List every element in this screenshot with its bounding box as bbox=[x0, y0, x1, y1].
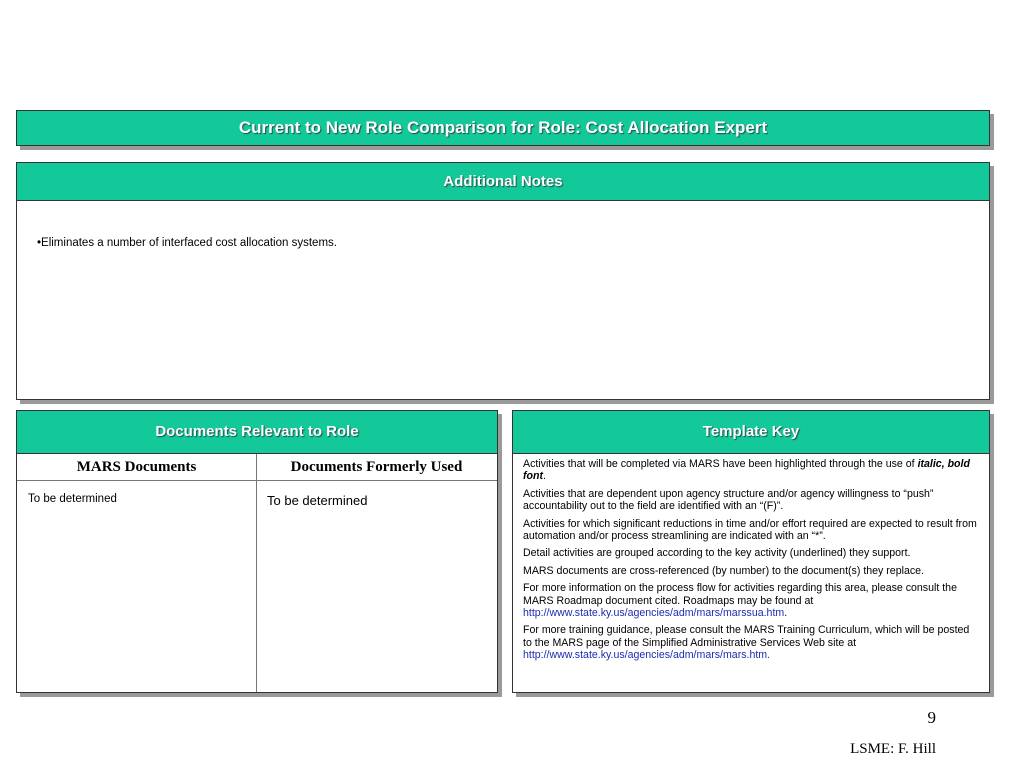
template-key-header: Template Key bbox=[513, 411, 989, 454]
additional-notes-panel bbox=[16, 162, 990, 400]
mars-documents-value: To be determined bbox=[28, 493, 117, 505]
key-paragraph-7 bbox=[523, 624, 977, 661]
key-paragraph-1 bbox=[523, 458, 977, 483]
additional-notes-header: Additional Notes bbox=[17, 163, 989, 201]
key-paragraph-5: MARS documents are cross-referenced (by number) to the document(s) they replace. bbox=[523, 564, 924, 577]
template-key-body bbox=[523, 458, 977, 667]
key-paragraph-6 bbox=[523, 582, 977, 619]
key-p6-end: . bbox=[784, 607, 788, 620]
footer-author: LSME: F. Hill bbox=[850, 741, 936, 757]
title-panel bbox=[16, 110, 990, 146]
key-paragraph-2: Activities that are dependent upon agency structure and/or agency willingness to “push” accountability out to the field are identified with an “(F)”. bbox=[523, 487, 934, 513]
mars-page-link[interactable]: http://www.state.ky.us/agencies/adm/mars/mars.htm. bbox=[523, 649, 771, 662]
column-divider bbox=[256, 454, 257, 692]
page-title: Current to New Role Comparison for Role: Cost Allocation Expert bbox=[17, 111, 989, 145]
documents-header: Documents Relevant to Role bbox=[17, 411, 497, 454]
roadmap-link[interactable]: http://www.state.ky.us/agencies/adm/mars/marssua.htm bbox=[523, 607, 785, 620]
key-paragraph-4: Detail activities are grouped according to the key activity (underlined) they support. bbox=[523, 547, 911, 560]
key-p7-text: For more training guidance, please consult the MARS Training Curriculum, which will be posted to the MARS page of the Simplified Administrative Services Web site at bbox=[523, 624, 970, 649]
key-p1-emphasis: italic, bold font bbox=[523, 458, 970, 483]
key-p6-text: For more information on the process flow for activities regarding this area, please consult the MARS Roadmap document cited. Roadmaps may be found at bbox=[523, 582, 957, 607]
template-key-panel bbox=[512, 410, 990, 693]
mars-documents-column-header: MARS Documents bbox=[17, 454, 256, 481]
page-number: 9 bbox=[927, 708, 936, 727]
key-p1-end: . bbox=[543, 470, 546, 483]
documents-panel bbox=[16, 410, 498, 693]
key-p1-text: Activities that will be completed via MARS have been highlighted through the use of bbox=[523, 458, 915, 470]
key-paragraph-3: Activities for which significant reductions in time and/or effort required are expected to result from automation and/or process streamlining are indicated with an “*”. bbox=[523, 517, 977, 543]
note-item: •Eliminates a number of interfaced cost allocation systems. bbox=[37, 237, 337, 249]
formerly-used-value: To be determined bbox=[267, 493, 368, 508]
formerly-used-column-header: Documents Formerly Used bbox=[256, 454, 497, 481]
